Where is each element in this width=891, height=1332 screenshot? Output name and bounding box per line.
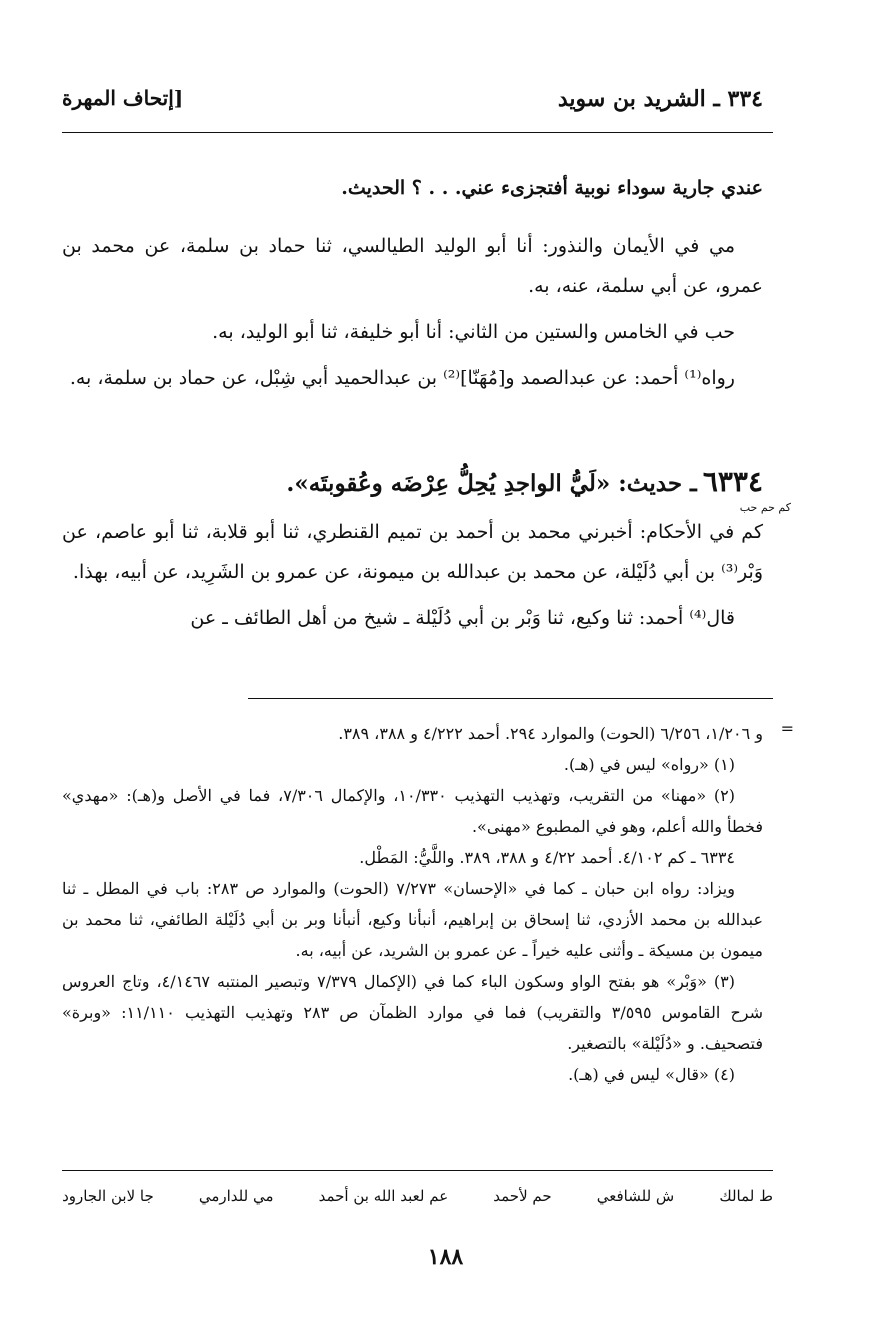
legend-item: ط لمالك (719, 1187, 773, 1205)
footnotes (62, 718, 763, 1090)
legend-item: ش للشافعي (596, 1187, 675, 1205)
header-rule (62, 132, 773, 133)
page-number: ١٨٨ (427, 1244, 464, 1270)
running-header-title: ٣٣٤ ـ الشريد بن سويد (557, 86, 763, 112)
legend-item: حم لأحمد (493, 1187, 552, 1205)
paragraph-hakim: كم في الأحكام: أخبرني محمد بن أحمد بن تميم القنطري، ثنا أبو قلابة، ثنا أبو عاصم، عن وَبْر⁽³⁾ بن أبي دُلَيْلة، عن محمد بن عبدالله بن ميمونة، عن عمرو بن الشَرِيد، عن أبيه، بهذا. (62, 521, 763, 583)
paragraph-darimi: مي في الأيمان والنذور: أنا أبو الوليد الطيالسي، ثنا حماد بن سلمة، عن محمد بن عمرو، عن أبي سلمة، عنه، به. (62, 235, 763, 297)
main-text-block-1 (62, 168, 763, 398)
footnote-2: (٢) «مهنا» من التقريب، وتهذيب التهذيب ١٠/٣٣٠، والإكمال ٧/٣٠٦، فما في الأصل و(هـ): «مهدي» فخطأ والله أعلم، وهو في المطبوع «مهنى». (62, 786, 763, 836)
legend-item: جا لابن الجارود (62, 1187, 154, 1205)
legend-item: عم لعبد الله بن أحمد (318, 1187, 449, 1205)
main-text-block-2 (62, 512, 763, 638)
hadith-number: ٦٣٣٤ (702, 465, 763, 498)
footnote-rule (248, 698, 773, 699)
paragraph-ahmad-2: قال⁽⁴⁾ أحمد: ثنا وكيع، ثنا وَبْر بن أبي دُلَيْلة ـ شيخ من أهل الطائف ـ عن (190, 607, 735, 629)
footnote-6334: ٦٣٣٤ ـ كم ٤/١٠٢. أحمد ٤/٢٢ و ٣٨٨، ٣٨٩. واللَّيُّ: المَطْل. (359, 848, 735, 867)
running-header-book: [إتحاف المهرة (62, 86, 184, 110)
footnote-3: (٣) «وَبْر» هو بفتح الواو وسكون الباء كما في (الإكمال ٧/٣٧٩ وتبصير المنتبه ٤/١٤٦٧، وتاج العروس شرح القاموس ٣/٥٩٥ والتقريب) فما في موارد الظمآن ص ٢٨٣ وتهذيب التهذيب ١١/١١٠: «وبرة» فتصحيف. و «دُلَيْلة» بالتصغير. (62, 972, 764, 1053)
legend-item: مي للدارمي (198, 1187, 274, 1205)
hadith-sigla: كم حم حب (739, 501, 791, 514)
sigla-legend (62, 1187, 773, 1205)
legend-rule (62, 1170, 773, 1171)
hadith-text-continuation: عندي جارية سوداء نوبية أفتجزىء عني. . . ؟ الحديث. (341, 177, 763, 199)
paragraph-ibn-hibban: حب في الخامس والستين من الثاني: أنا أبو خليفة، ثنا أبو الوليد، به. (212, 321, 735, 343)
footnote-continuation: و ١/٢٠٦، ٦/٢٥٦ (الحوت) والموارد ٢٩٤. أحمد ٤/٢٢٢ و ٣٨٨، ٣٨٩. (338, 724, 763, 743)
footnote-1: (١) «رواه» ليس في (هـ). (563, 755, 735, 774)
hadith-title: ـ حديث: «لَيُّ الواجدِ يُحِلُّ عِرْضَه وعُقوبتَه». (286, 470, 697, 497)
continuation-mark: = (780, 719, 794, 738)
hadith-heading (62, 462, 763, 505)
footnote-4: (٤) «قال» ليس في (هـ). (568, 1065, 735, 1084)
paragraph-ahmad: رواه⁽¹⁾ أحمد: عن عبدالصمد و[مُهَنّا]⁽²⁾ بن عبدالحميد أبي شِبْل، عن حماد بن سلمة، به. (69, 367, 735, 389)
footnote-ziyada: ويزاد: رواه ابن حبان ـ كما في «الإحسان» ٧/٢٧٣ (الحوت) والموارد ص ٢٨٣: باب في المطل ـ ثنا عبدالله بن محمد الأزدي، ثنا إسحاق بن إبراهيم، أنبأنا وكيع، أنبأنا وبر بن أبي دُلَيْلة الطائفي، ثنا محمد بن ميمون بن مسيكة ـ وأثنى عليه خيراً ـ عن عمرو بن الشريد، عن أبيه، به. (62, 879, 763, 960)
